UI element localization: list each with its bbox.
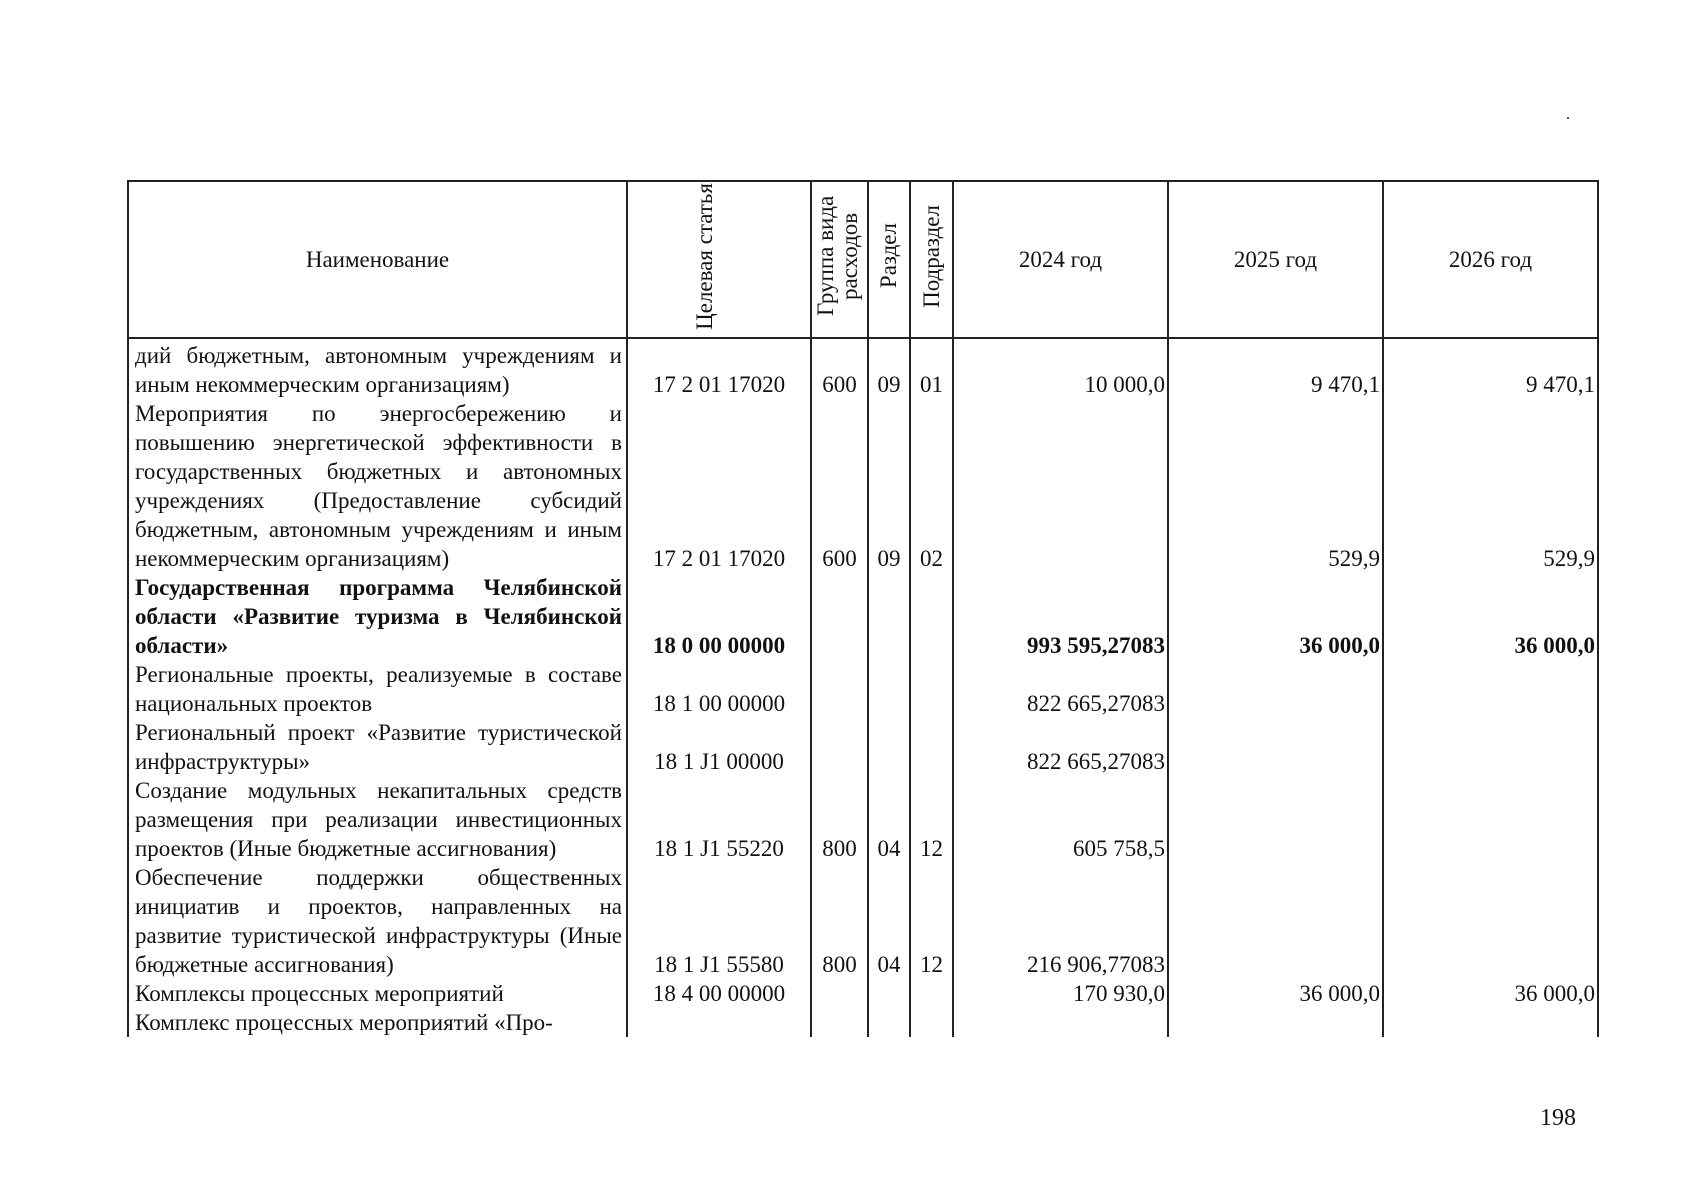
row-target-code: 18 4 00 00000 [627,979,811,1008]
row-amount-2026 [1383,863,1598,979]
row-amount-2025 [1168,660,1383,718]
row-name: дий бюджетным, автономным учреждениям и иным некоммерческим организациям) [128,338,627,399]
table-row [128,338,1598,399]
row-section [868,718,910,776]
row-section [868,573,910,660]
table-row [128,399,1598,573]
row-amount-2026: 529,9 [1383,399,1598,573]
row-section: 04 [868,863,910,979]
row-subsection [910,1008,953,1037]
row-target-code: 18 1 J1 55220 [627,776,811,863]
row-section [868,660,910,718]
table-row [128,863,1598,979]
row-group [811,1008,868,1037]
header-subsection: Подраздел [910,181,953,338]
row-amount-2025: 9 470,1 [1168,338,1383,399]
row-name: Создание модульных некапитальных средств размещения при реализации инвестиционных проектов (Иные бюджетные ассигнования) [128,776,627,863]
row-amount-2024: 216 906,77083 [953,863,1168,979]
row-subsection [910,718,953,776]
row-amount-2026 [1383,1008,1598,1037]
row-amount-2024: 822 665,27083 [953,660,1168,718]
row-group [811,660,868,718]
row-section: 09 [868,338,910,399]
row-target-code: 18 1 J1 00000 [627,718,811,776]
row-amount-2025 [1168,776,1383,863]
header-section: Раздел [868,181,910,338]
row-amount-2026 [1383,660,1598,718]
row-amount-2024: 170 930,0 [953,979,1168,1008]
row-subsection [910,979,953,1008]
row-name: Комплекс процессных мероприятий «Про- [128,1008,627,1037]
row-amount-2026: 36 000,0 [1383,979,1598,1008]
table-row [128,660,1598,718]
header-target: Целевая статья [627,181,811,338]
row-subsection: 01 [910,338,953,399]
row-amount-2024 [953,1008,1168,1037]
row-section: 04 [868,776,910,863]
row-amount-2025 [1168,718,1383,776]
page-number: 198 [1540,1105,1576,1131]
row-group: 800 [811,863,868,979]
row-group: 800 [811,776,868,863]
row-name: Региональные проекты, реализуемые в составе национальных проектов [128,660,627,718]
row-amount-2024: 822 665,27083 [953,718,1168,776]
row-section [868,979,910,1008]
table-row [128,979,1598,1008]
row-amount-2025: 529,9 [1168,399,1383,573]
row-amount-2024: 605 758,5 [953,776,1168,863]
row-target-code: 18 0 00 00000 [627,573,811,660]
row-target-code: 17 2 01 17020 [627,399,811,573]
row-subsection: 02 [910,399,953,573]
row-target-code: 18 1 J1 55580 [627,863,811,979]
header-2024: 2024 год [953,181,1168,338]
row-amount-2026 [1383,718,1598,776]
row-amount-2026: 9 470,1 [1383,338,1598,399]
row-name: Государственная программа Челябинской области «Развитие туризма в Челябинской области» [128,573,627,660]
table-row [128,776,1598,863]
scan-speck [1567,117,1569,119]
row-name: Региональный проект «Развитие туристической инфраструктуры» [128,718,627,776]
header-name: Наименование [128,181,627,338]
row-amount-2025 [1168,1008,1383,1037]
header-2025: 2025 год [1168,181,1383,338]
row-group: 600 [811,338,868,399]
row-amount-2026 [1383,776,1598,863]
row-subsection [910,660,953,718]
table-row [128,573,1598,660]
row-target-code: 18 1 00 00000 [627,660,811,718]
table-header [128,181,1598,338]
row-name: Обеспечение поддержки общественных инициатив и проектов, направленных на развитие туристической инфраструктуры (Иные бюджетные ассигнования) [128,863,627,979]
row-section [868,1008,910,1037]
row-target-code: 17 2 01 17020 [627,338,811,399]
row-name: Комплексы процессных мероприятий [128,979,627,1008]
row-target-code [627,1008,811,1037]
row-group [811,718,868,776]
table-body [128,338,1598,1037]
table-row [128,718,1598,776]
row-amount-2025 [1168,863,1383,979]
row-group [811,979,868,1008]
row-subsection [910,573,953,660]
header-2026: 2026 год [1383,181,1598,338]
row-section: 09 [868,399,910,573]
budget-table [127,180,1599,1037]
row-amount-2024: 10 000,0 [953,338,1168,399]
row-subsection: 12 [910,863,953,979]
row-amount-2024 [953,399,1168,573]
row-group [811,573,868,660]
table-row [128,1008,1598,1037]
row-group: 600 [811,399,868,573]
header-group: Группа вида расходов [811,181,868,338]
row-amount-2025: 36 000,0 [1168,573,1383,660]
row-subsection: 12 [910,776,953,863]
row-amount-2026: 36 000,0 [1383,573,1598,660]
row-amount-2024: 993 595,27083 [953,573,1168,660]
row-amount-2025: 36 000,0 [1168,979,1383,1008]
row-name: Мероприятия по энергосбережению и повышению энергетической эффективности в государственных бюджетных и автономных учреждениях (Предоставление субсидий бюджетным, автономным учреждениям и иным некоммерческим организациям) [128,399,627,573]
